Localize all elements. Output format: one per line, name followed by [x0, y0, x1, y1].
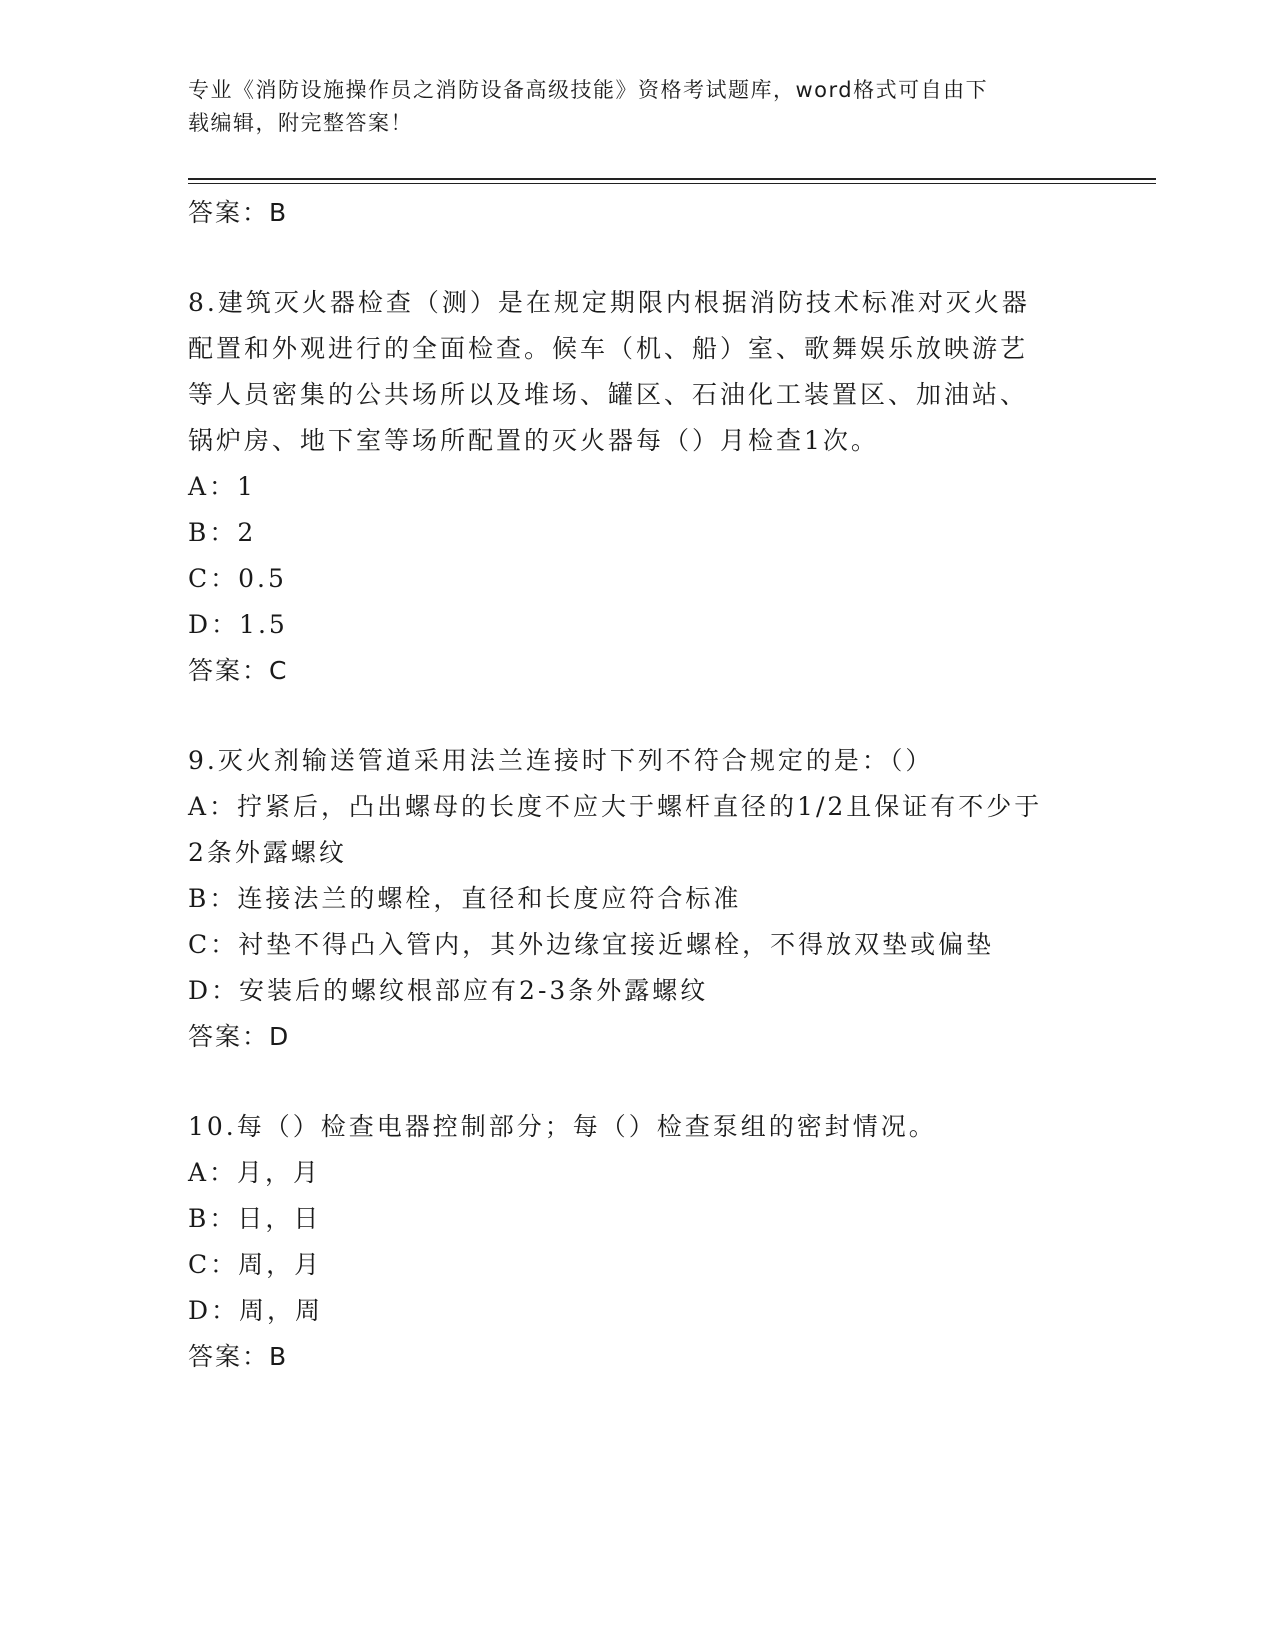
question-8-line-1: 8.建筑灭火器检查（测）是在规定期限内根据消防技术标准对灭火器: [188, 288, 1030, 317]
previous-answer: 答案：B: [188, 198, 289, 227]
question-10: [188, 1104, 1088, 1380]
document-body: [188, 190, 1088, 1380]
question-10-option-d: D：周，周: [188, 1296, 324, 1325]
question-10-option-a: A：月，月: [188, 1158, 322, 1187]
question-8-line-3: 等人员密集的公共场所以及堆场、罐区、石油化工装置区、加油站、: [188, 380, 1029, 409]
question-8-option-a: A：1: [188, 472, 256, 501]
question-8: [188, 280, 1088, 694]
question-8-option-c: C：0.5: [188, 564, 287, 593]
document-header: [188, 74, 1088, 140]
question-8-line-2: 配置和外观进行的全面检查。候车（机、船）室、歌舞娱乐放映游艺: [188, 334, 1029, 363]
header-divider-thick: [188, 178, 1156, 180]
question-9-option-b: B：连接法兰的螺栓，直径和长度应符合标准: [188, 884, 742, 913]
header-divider-thin: [188, 183, 1156, 184]
question-8-option-b: B：2: [188, 518, 257, 547]
question-9-answer: 答案：D: [188, 1022, 291, 1051]
question-9-option-a: A：拧紧后，凸出螺母的长度不应大于螺杆直径的1/2且保证有不少于: [188, 792, 1043, 821]
question-9: [188, 738, 1088, 1060]
question-9-option-d: D：安装后的螺纹根部应有2-3条外露螺纹: [188, 976, 709, 1005]
question-9-option-c: C：衬垫不得凸入管内，其外边缘宜接近螺栓，不得放双垫或偏垫: [188, 930, 995, 959]
question-10-answer: 答案：B: [188, 1342, 289, 1371]
question-9-line-1: 9.灭火剂输送管道采用法兰连接时下列不符合规定的是：（）: [188, 746, 934, 775]
header-line-2: 载编辑，附完整答案！: [188, 111, 413, 135]
question-10-line-1: 10.每（）检查电器控制部分；每（）检查泵组的密封情况。: [188, 1112, 937, 1141]
question-8-line-4: 锅炉房、地下室等场所配置的灭火器每（）月检查1次。: [188, 426, 879, 455]
question-10-option-b: B：日，日: [188, 1204, 322, 1233]
question-10-option-c: C：周，月: [188, 1250, 323, 1279]
question-9-option-a-cont: 2条外露螺纹: [188, 838, 347, 867]
question-8-answer: 答案：C: [188, 656, 289, 685]
question-8-option-d: D：1.5: [188, 610, 288, 639]
header-line-1: 专业《消防设施操作员之消防设备高级技能》资格考试题库，word格式可自由下: [188, 78, 989, 102]
